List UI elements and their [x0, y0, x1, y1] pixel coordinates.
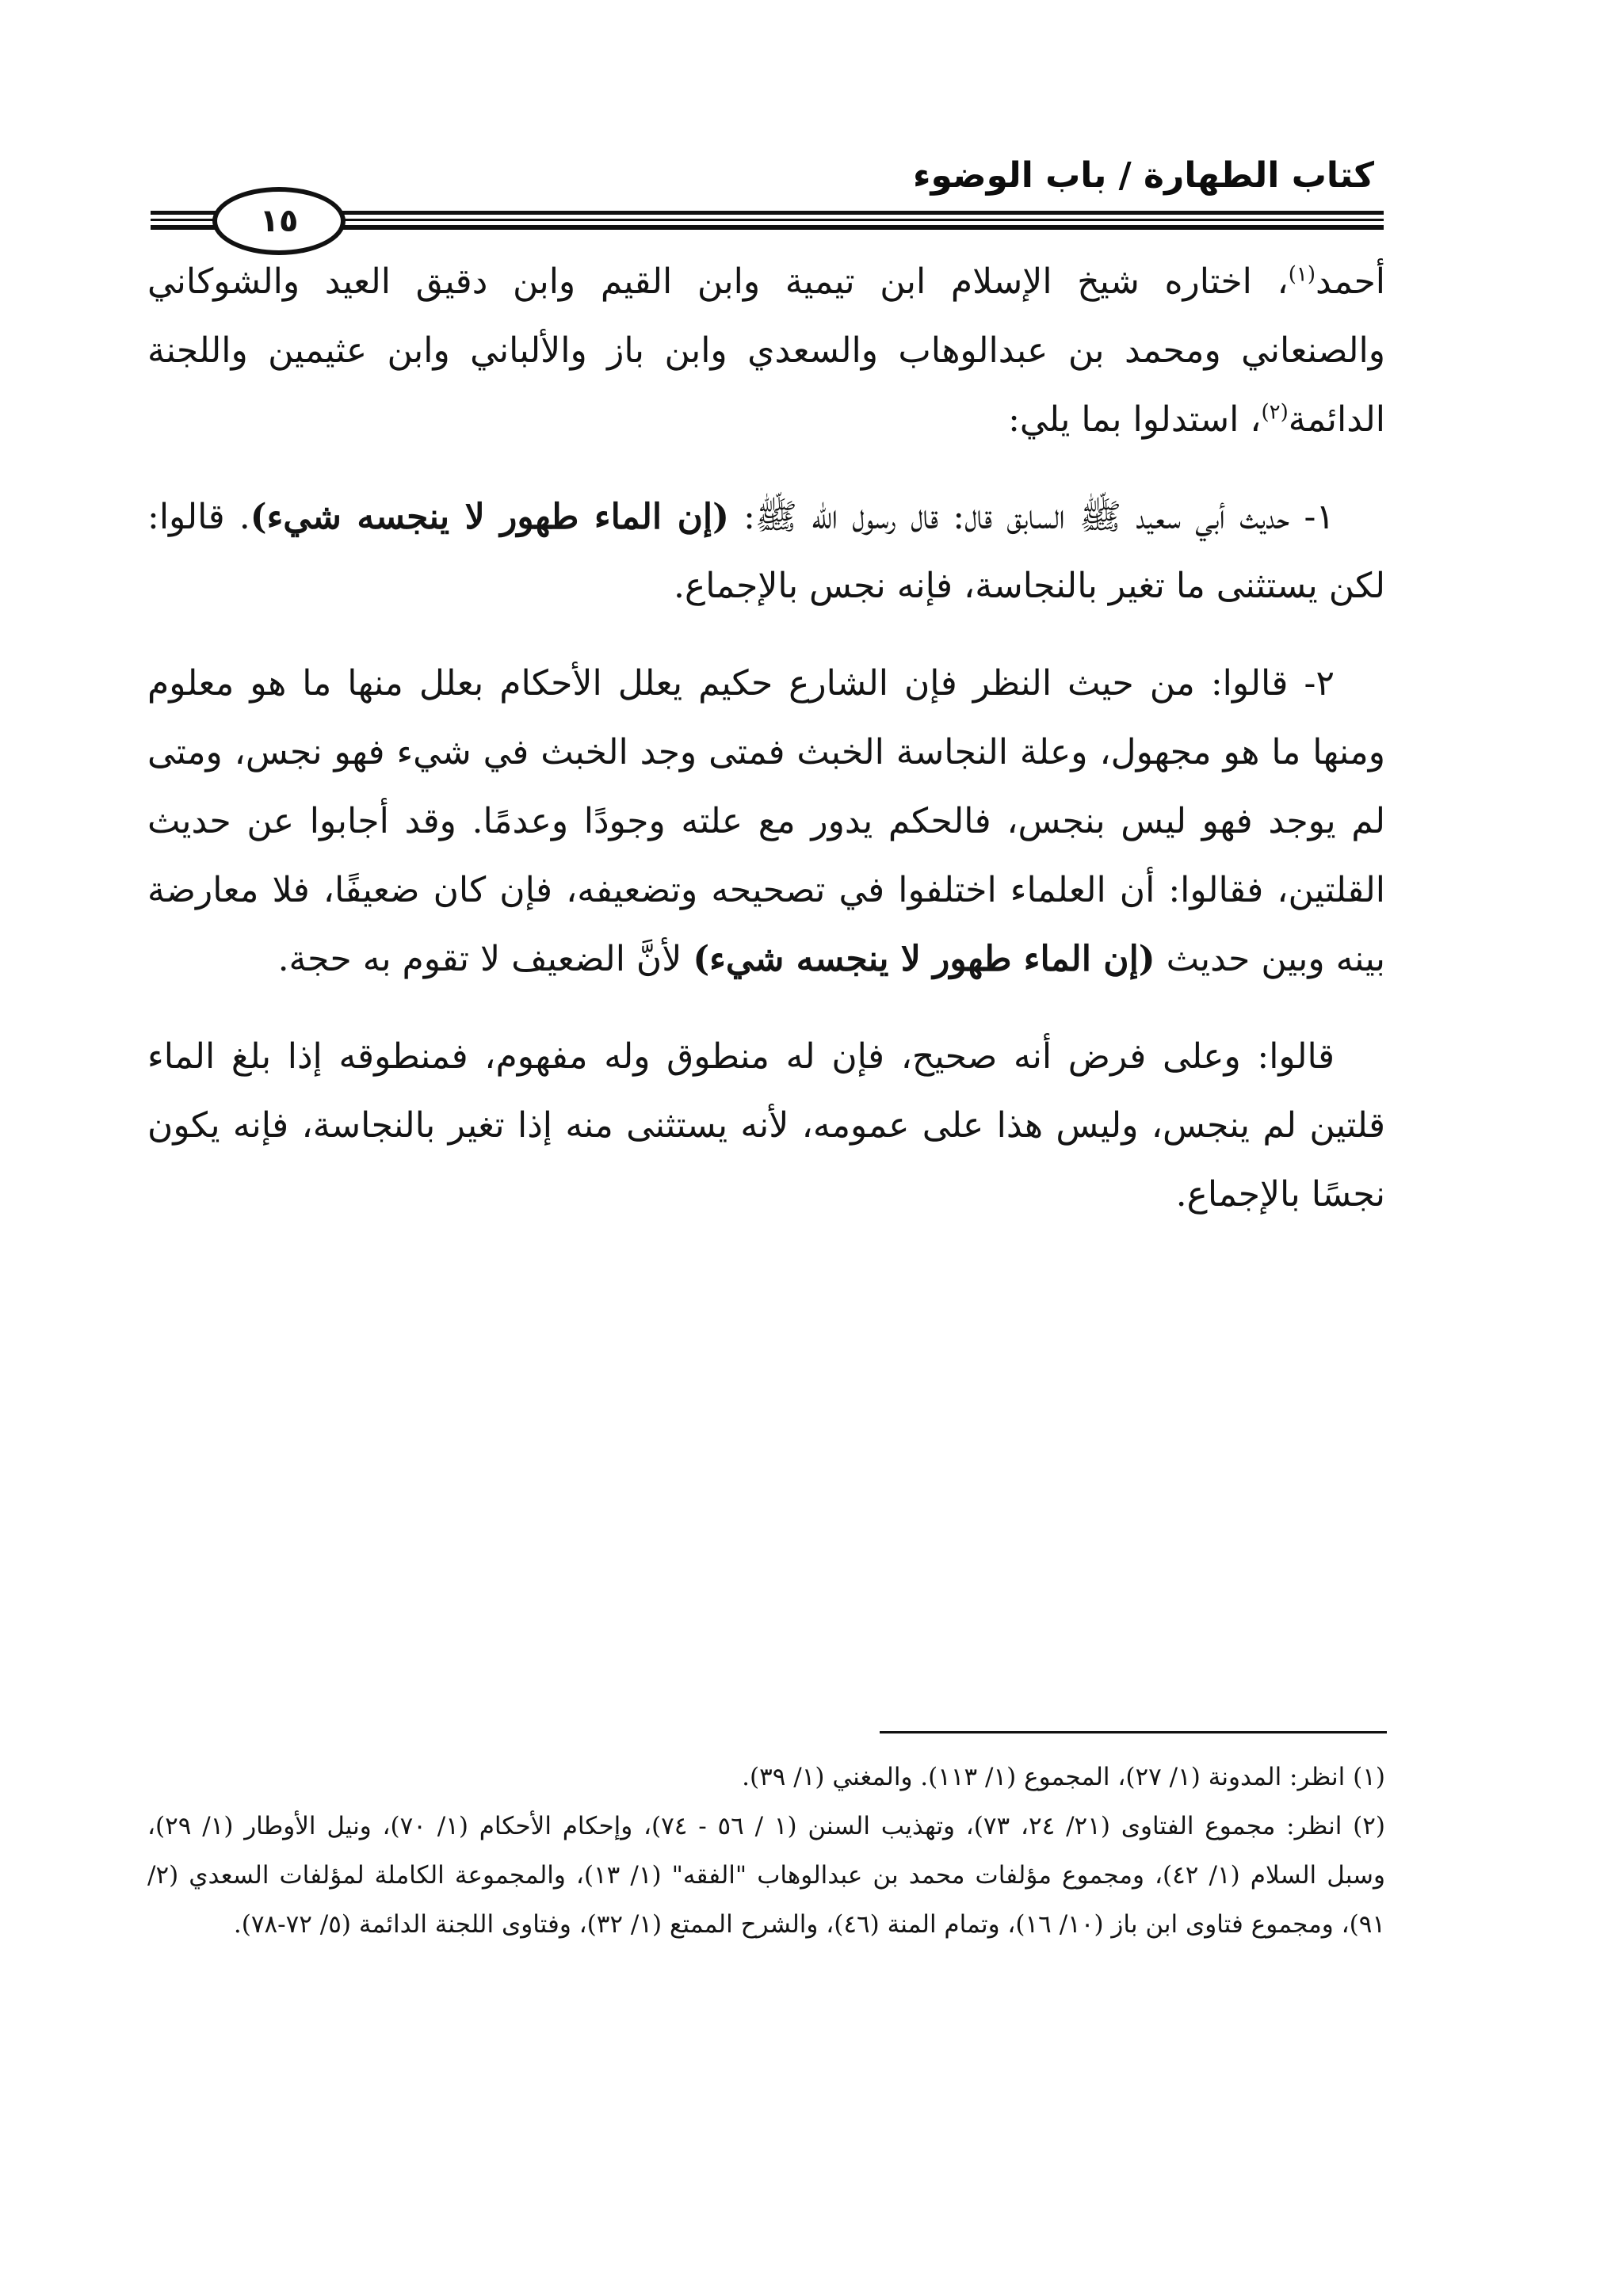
footnote-ref-1: (١) — [1288, 262, 1316, 287]
hadith-quote: (إن الماء طهور لا ينجسه شيء) — [693, 939, 1155, 979]
main-text — [147, 247, 1385, 1229]
running-head: كتاب الطهارة / باب الوضوء — [912, 155, 1374, 196]
hadith-quote: (إن الماء طهور لا ينجسه شيء) — [250, 497, 729, 537]
paragraph-2: ١- حديث أبي سعيد ﷺ السابق قال: قال رسول الله ﷺ: (إن الماء طهور لا ينجسه شيء). قالوا: لكن يستثنى ما تغير بالنجاسة، فإنه نجس بالإجماع. — [147, 497, 1385, 606]
paragraph-3: ٢- قالوا: من حيث النظر فإن الشارع حكيم يعلل الأحكام بعلل منها ما هو معلوم ومنها ما هو مجهول، وعلة النجاسة الخبث فمتى وجد الخبث في شيء فهو نجس، ومتى لم يوجد فهو ليس بنجس، فالحكم يدور مع علته وجودًا وعدمًا. وقد أجابوا عن حديث القلتين، فقالوا: أن العلماء اختلفوا في تصحيحه وتضعيفه، فإن كان ضعيفًا، فلا معارضة بينه وبين حديث (إن الماء طهور لا ينجسه شيء) لأنَّ الضعيف لا تقوم به حجة. — [147, 663, 1385, 979]
page-number: ١٥ — [212, 187, 346, 255]
header-rule — [338, 211, 1384, 233]
footnote-divider — [880, 1731, 1387, 1733]
footnote-1: (١) انظر: المدونة (١/ ٢٧)، المجموع (١/ ١١٣). والمغني (١/ ٣٩). — [742, 1763, 1385, 1791]
paragraph-1: أحمد$^{(١)}$، اختاره شيخ الإسلام ابن تيمية وابن القيم وابن دقيق العيد والشوكاني والصنعاني ومحمد بن عبدالوهاب والسعدي وابن باز والألباني وابن عثيمين واللجنة الدائمة$^{(٢)}$، استدلوا بما يلي: — [147, 261, 1385, 440]
footnote-ref-2: (٢) — [1261, 400, 1289, 425]
footnotes — [147, 1753, 1385, 1949]
footnote-2: (٢) انظر: مجموع الفتاوى (٢١/ ٢٤، ٧٣)، وتهذيب السنن (١ / ٥٦ - ٧٤)، وإحكام الأحكام (١/ ٧٠)، ونيل الأوطار (١/ ٢٩)، وسبل السلام (١/ ٤٢)، ومجموع مؤلفات محمد بن عبدالوهاب "الفقه" (١/ ١٣)، والمجموعة الكاملة لمؤلفات السعدي (٢/ ٩١)، ومجموع فتاوى ابن باز (١٠/ ١٦)، وتمام المنة (٤٦)، والشرح الممتع (١/ ٣٢)، وفتاوى اللجنة الدائمة (٥/ ٧٢-٧٨). — [147, 1812, 1385, 1939]
paragraph-4: قالوا: وعلى فرض أنه صحيح، فإن له منطوق وله مفهوم، فمنطوقه إذا بلغ الماء قلتين لم ينجس، وليس هذا على عمومه، لأنه يستثنى منه إذا تغير بالنجاسة، فإنه يكون نجسًا بالإجماع. — [147, 1036, 1385, 1215]
